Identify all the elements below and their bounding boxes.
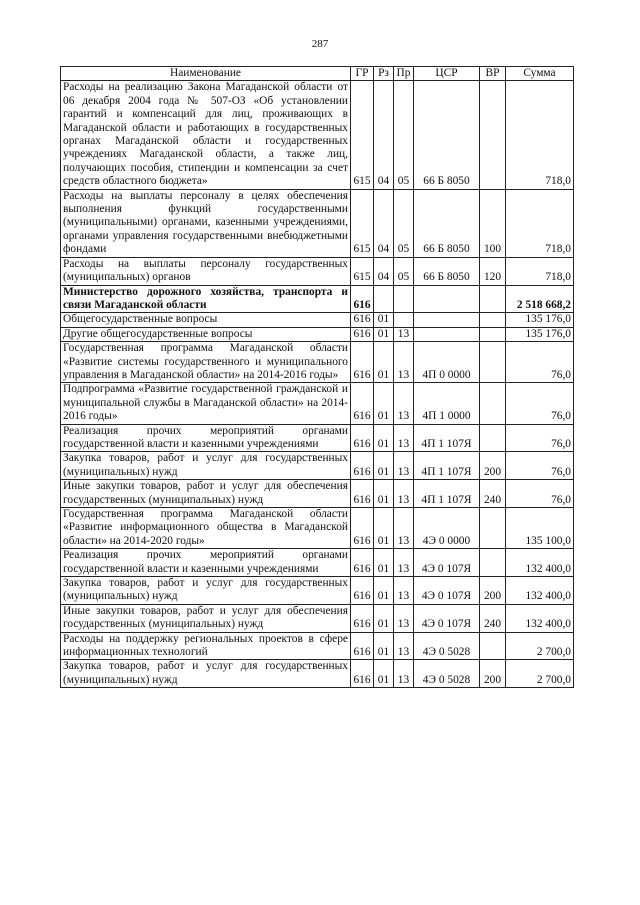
cell-sum: 718,0 — [506, 189, 574, 257]
cell-csr: 66 Б 8050 — [414, 81, 480, 189]
table-row — [61, 81, 574, 189]
table-row — [61, 383, 574, 424]
cell-rz: 01 — [374, 549, 394, 577]
cell-name: Расходы на выплаты персоналу государственных (муниципальных) органов — [61, 257, 351, 285]
cell-sum: 132 400,0 — [506, 577, 574, 605]
cell-vr — [480, 81, 506, 189]
table-row — [61, 189, 574, 257]
cell-vr — [480, 342, 506, 383]
table-row — [61, 452, 574, 480]
cell-name: Реализация прочих мероприятий органами государственной власти и казенными учреждениями — [61, 424, 351, 452]
cell-csr: 4П 1 107Я — [414, 452, 480, 480]
cell-rz: 01 — [374, 660, 394, 688]
budget-table — [60, 66, 574, 688]
cell-vr — [480, 424, 506, 452]
cell-name: Другие общегосударственные вопросы — [61, 327, 351, 341]
cell-sum: 76,0 — [506, 342, 574, 383]
cell-name: Закупка товаров, работ и услуг для государственных (муниципальных) нужд — [61, 452, 351, 480]
cell-name: Расходы на выплаты персоналу в целях обеспечения выполнения функций государственными (муниципальными) органами, казенными учреждениями, органами управления государственными внебюджетными фондами — [61, 189, 351, 257]
page-number: 287 — [311, 38, 329, 50]
cell-sum: 2 700,0 — [506, 632, 574, 660]
table-row — [61, 313, 574, 327]
cell-pr: 05 — [394, 257, 414, 285]
table-row — [61, 632, 574, 660]
cell-name: Государственная программа Магаданской области «Развитие информационного общества в Магаданской области» на 2014-2020 годы» — [61, 508, 351, 549]
cell-pr: 13 — [394, 660, 414, 688]
cell-gr: 616 — [351, 342, 374, 383]
cell-csr — [414, 327, 480, 341]
table-row — [61, 508, 574, 549]
cell-gr: 616 — [351, 632, 374, 660]
cell-rz: 01 — [374, 342, 394, 383]
cell-rz: 01 — [374, 577, 394, 605]
cell-rz — [374, 285, 394, 313]
cell-rz: 04 — [374, 189, 394, 257]
cell-vr: 240 — [480, 604, 506, 632]
table-row — [61, 660, 574, 688]
cell-csr: 4Э 0 107Я — [414, 549, 480, 577]
cell-gr: 616 — [351, 424, 374, 452]
cell-csr: 4Э 0 5028 — [414, 632, 480, 660]
header-gr: ГР — [351, 67, 374, 81]
table-row — [61, 577, 574, 605]
cell-csr: 4Э 0 0000 — [414, 508, 480, 549]
cell-pr — [394, 285, 414, 313]
cell-gr: 616 — [351, 327, 374, 341]
cell-gr: 616 — [351, 549, 374, 577]
cell-csr — [414, 285, 480, 313]
cell-pr: 13 — [394, 424, 414, 452]
cell-rz: 01 — [374, 480, 394, 508]
cell-name: Общегосударственные вопросы — [61, 313, 351, 327]
table-row — [61, 342, 574, 383]
cell-sum: 132 400,0 — [506, 604, 574, 632]
header-pr: Пр — [394, 67, 414, 81]
cell-csr: 4П 0 0000 — [414, 342, 480, 383]
cell-name: Расходы на реализацию Закона Магаданской области от 06 декабря 2004 года № 507-ОЗ «Об установлении гарантий и компенсаций для лиц, проживающих в Магаданской области и работающих в государственных органах Магаданской области и государственных учреждениях Магаданской области, а также лиц, получающих пособия, стипендии и компенсации за счет средств областного бюджета» — [61, 81, 351, 189]
cell-vr — [480, 549, 506, 577]
cell-gr: 616 — [351, 577, 374, 605]
cell-gr: 616 — [351, 660, 374, 688]
table-row — [61, 327, 574, 341]
cell-gr: 616 — [351, 452, 374, 480]
header-vr: ВР — [480, 67, 506, 81]
cell-pr: 13 — [394, 604, 414, 632]
table-row — [61, 424, 574, 452]
cell-csr: 66 Б 8050 — [414, 189, 480, 257]
cell-gr: 616 — [351, 480, 374, 508]
cell-vr — [480, 508, 506, 549]
cell-vr: 200 — [480, 452, 506, 480]
cell-pr — [394, 313, 414, 327]
header-csr: ЦСР — [414, 67, 480, 81]
cell-pr: 13 — [394, 383, 414, 424]
table-row — [61, 480, 574, 508]
cell-sum: 2 700,0 — [506, 660, 574, 688]
cell-vr: 100 — [480, 189, 506, 257]
cell-gr: 616 — [351, 383, 374, 424]
cell-vr — [480, 383, 506, 424]
cell-sum: 135 176,0 — [506, 327, 574, 341]
cell-gr: 616 — [351, 604, 374, 632]
cell-vr — [480, 313, 506, 327]
header-name: Наименование — [61, 67, 351, 81]
cell-gr: 615 — [351, 189, 374, 257]
cell-rz: 01 — [374, 604, 394, 632]
cell-gr: 616 — [351, 508, 374, 549]
cell-name: Иные закупки товаров, работ и услуг для обеспечения государственных (муниципальных) нужд — [61, 480, 351, 508]
table-header-row — [61, 67, 574, 81]
cell-pr: 13 — [394, 508, 414, 549]
cell-rz: 01 — [374, 383, 394, 424]
cell-sum: 132 400,0 — [506, 549, 574, 577]
cell-rz: 04 — [374, 81, 394, 189]
cell-vr: 200 — [480, 660, 506, 688]
cell-pr: 05 — [394, 81, 414, 189]
table-row — [61, 257, 574, 285]
table-body — [61, 81, 574, 688]
cell-sum: 135 176,0 — [506, 313, 574, 327]
cell-rz: 01 — [374, 508, 394, 549]
cell-pr: 13 — [394, 342, 414, 383]
cell-rz: 04 — [374, 257, 394, 285]
cell-vr — [480, 327, 506, 341]
cell-vr: 120 — [480, 257, 506, 285]
cell-vr — [480, 285, 506, 313]
cell-name: Реализация прочих мероприятий органами государственной власти и казенными учреждениями — [61, 549, 351, 577]
cell-name: Министерство дорожного хозяйства, транспорта и связи Магаданской области — [61, 285, 351, 313]
cell-sum: 76,0 — [506, 424, 574, 452]
cell-name: Закупка товаров, работ и услуг для государственных (муниципальных) нужд — [61, 660, 351, 688]
cell-pr: 13 — [394, 480, 414, 508]
table-row — [61, 604, 574, 632]
table-row — [61, 549, 574, 577]
cell-rz: 01 — [374, 313, 394, 327]
cell-csr: 4Э 0 5028 — [414, 660, 480, 688]
cell-gr: 615 — [351, 81, 374, 189]
header-sum: Сумма — [506, 67, 574, 81]
cell-pr: 13 — [394, 452, 414, 480]
cell-pr: 05 — [394, 189, 414, 257]
cell-gr: 616 — [351, 313, 374, 327]
cell-rz: 01 — [374, 452, 394, 480]
cell-sum: 718,0 — [506, 257, 574, 285]
cell-sum: 76,0 — [506, 383, 574, 424]
cell-csr: 66 Б 8050 — [414, 257, 480, 285]
cell-rz: 01 — [374, 424, 394, 452]
cell-sum: 718,0 — [506, 81, 574, 189]
table-row — [61, 285, 574, 313]
cell-name: Иные закупки товаров, работ и услуг для обеспечения государственных (муниципальных) нужд — [61, 604, 351, 632]
cell-pr: 13 — [394, 632, 414, 660]
cell-sum: 76,0 — [506, 480, 574, 508]
cell-csr: 4П 1 107Я — [414, 424, 480, 452]
cell-name: Расходы на поддержку региональных проектов в сфере информационных технологий — [61, 632, 351, 660]
cell-rz: 01 — [374, 327, 394, 341]
cell-sum: 135 100,0 — [506, 508, 574, 549]
cell-rz: 01 — [374, 632, 394, 660]
cell-sum: 76,0 — [506, 452, 574, 480]
cell-csr: 4Э 0 107Я — [414, 604, 480, 632]
cell-name: Подпрограмма «Развитие государственной гражданской и муниципальной службы в Магаданской области» на 2014-2016 годы» — [61, 383, 351, 424]
cell-csr: 4Э 0 107Я — [414, 577, 480, 605]
cell-vr — [480, 632, 506, 660]
cell-csr: 4П 1 107Я — [414, 480, 480, 508]
cell-csr — [414, 313, 480, 327]
cell-gr: 615 — [351, 257, 374, 285]
cell-name: Государственная программа Магаданской области «Развитие системы государственного и муниципального управления в Магаданской области» на 2014-2016 годы» — [61, 342, 351, 383]
cell-vr: 240 — [480, 480, 506, 508]
cell-pr: 13 — [394, 549, 414, 577]
cell-name: Закупка товаров, работ и услуг для государственных (муниципальных) нужд — [61, 577, 351, 605]
cell-gr: 616 — [351, 285, 374, 313]
cell-pr: 13 — [394, 577, 414, 605]
cell-sum: 2 518 668,2 — [506, 285, 574, 313]
cell-csr: 4П 1 0000 — [414, 383, 480, 424]
cell-pr: 13 — [394, 327, 414, 341]
header-rz: Рз — [374, 67, 394, 81]
cell-vr: 200 — [480, 577, 506, 605]
